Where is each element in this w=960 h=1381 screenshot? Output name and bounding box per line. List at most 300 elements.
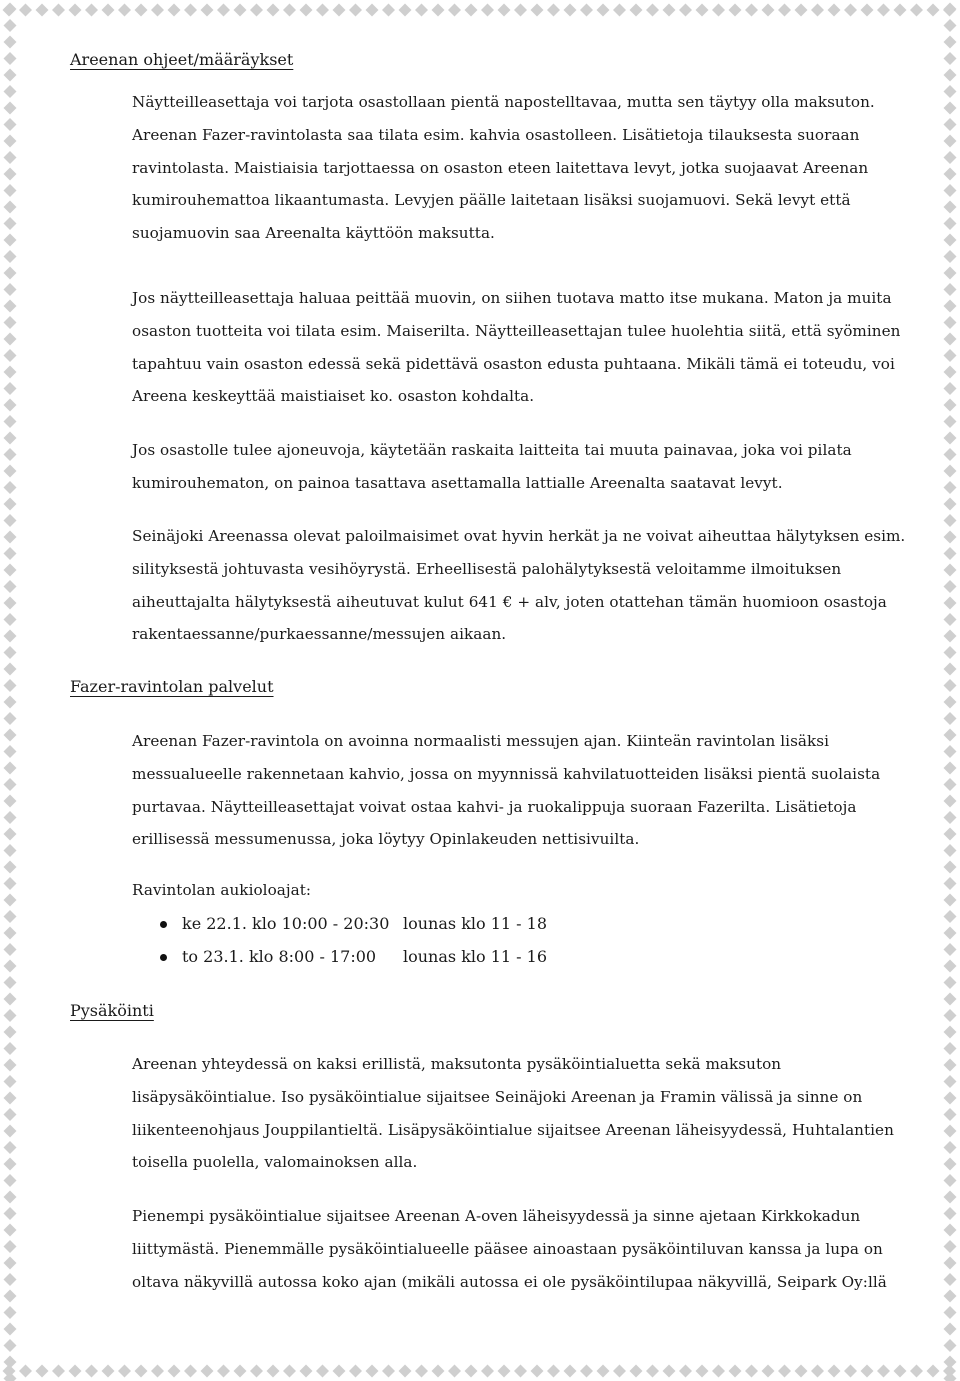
border-diamond-icon [4, 382, 17, 395]
border-diamond-icon [4, 36, 17, 49]
border-diamond-icon [944, 1141, 957, 1154]
border-diamond-icon [944, 1290, 957, 1303]
border-diamond-icon [663, 4, 676, 17]
border-diamond-icon [944, 85, 957, 98]
border-diamond-icon [944, 1009, 957, 1022]
border-diamond-icon [4, 3, 17, 16]
border-diamond-icon [729, 4, 742, 17]
border-diamond-icon [547, 4, 560, 17]
border-diamond-icon [944, 36, 957, 49]
border-diamond-icon [4, 1372, 17, 1381]
border-diamond-icon [333, 1365, 346, 1378]
border-diamond-icon [646, 1365, 659, 1378]
border-diamond-icon [944, 432, 957, 445]
border-diamond-icon [250, 4, 263, 17]
border-diamond-icon [944, 547, 957, 560]
border-diamond-icon [250, 1365, 263, 1378]
border-diamond-icon [944, 1306, 957, 1319]
border-diamond-icon [4, 679, 17, 692]
border-diamond-icon [283, 1365, 296, 1378]
paragraph-small-parking [132, 1200, 887, 1298]
border-diamond-icon [861, 4, 874, 17]
border-diamond-icon [168, 4, 181, 17]
border-diamond-icon [4, 135, 17, 148]
border-diamond-icon [4, 333, 17, 346]
border-diamond-icon [349, 4, 362, 17]
border-diamond-icon [4, 877, 17, 890]
border-diamond-icon [944, 1059, 957, 1072]
border-diamond-icon [201, 4, 214, 17]
text-line: Areenan Fazer-ravintolasta saa tilata esim. kahvia osastolleen. Lisätietoja tilauksesta suoraan [132, 125, 860, 144]
paragraph-samples-rules [132, 86, 875, 250]
paragraph-parking-areas [132, 1048, 894, 1179]
border-diamond-icon [4, 1075, 17, 1088]
border-diamond-icon [4, 514, 17, 527]
border-diamond-icon [4, 366, 17, 379]
border-diamond-icon [4, 1273, 17, 1286]
border-diamond-icon [4, 729, 17, 742]
border-diamond-icon [630, 1365, 643, 1378]
border-diamond-icon [696, 1365, 709, 1378]
border-diamond-icon [514, 4, 527, 17]
border-diamond-icon [944, 1356, 957, 1369]
border-diamond-icon [217, 1365, 230, 1378]
border-diamond-icon [4, 597, 17, 610]
border-diamond-icon [69, 4, 82, 17]
border-diamond-icon [4, 580, 17, 593]
border-diamond-icon [4, 828, 17, 841]
paragraph-vehicle-rules [132, 434, 872, 500]
border-diamond-icon [498, 1365, 511, 1378]
border-diamond-icon [4, 300, 17, 313]
border-diamond-icon [943, 4, 956, 17]
border-diamond-icon [4, 432, 17, 445]
border-diamond-icon [267, 4, 280, 17]
border-diamond-icon [944, 811, 957, 824]
text-line: messualueelle rakennetaan kahvio, jossa on myynnissä kahvilatuotteiden lisäksi pientä suolaista [132, 764, 881, 783]
page-border-top [0, 0, 960, 20]
border-diamond-icon [795, 4, 808, 17]
text-line: ravintolasta. Maistiaisia tarjottaessa on osaston eteen laitettava levyt, jotka suojaavat Areenan [132, 158, 869, 177]
border-diamond-icon [19, 1365, 32, 1378]
border-diamond-icon [944, 184, 957, 197]
border-diamond-icon [481, 1365, 494, 1378]
border-diamond-icon [4, 19, 17, 32]
border-diamond-icon [944, 481, 957, 494]
border-diamond-icon [944, 1158, 957, 1171]
border-diamond-icon [944, 300, 957, 313]
border-diamond-icon [828, 4, 841, 17]
border-diamond-icon [432, 4, 445, 17]
border-diamond-icon [4, 1339, 17, 1352]
border-diamond-icon [944, 679, 957, 692]
border-diamond-icon [4, 151, 17, 164]
border-diamond-icon [944, 960, 957, 973]
border-diamond-icon [597, 1365, 610, 1378]
border-diamond-icon [4, 1207, 17, 1220]
text-line: tapahtuu vain osaston edessä sekä pidettävä osaston edusta puhtaana. Mikäli tämä ei toteudu, voi [132, 354, 895, 373]
border-diamond-icon [52, 1365, 65, 1378]
border-diamond-icon [944, 1174, 957, 1187]
border-diamond-icon [4, 1240, 17, 1253]
border-diamond-icon [944, 861, 957, 874]
border-diamond-icon [4, 976, 17, 989]
border-diamond-icon [894, 1365, 907, 1378]
border-diamond-icon [944, 366, 957, 379]
border-diamond-icon [217, 4, 230, 17]
text-line: Areena keskeyttää maistiaiset ko. osaston kohdalta. [132, 387, 535, 406]
text-line: liittymästä. Pienemmälle pysäköintialueelle pääsee ainoastaan pysäköintiluvan kanssa ja lupa on [132, 1239, 883, 1258]
border-diamond-icon [4, 102, 17, 115]
border-diamond-icon [944, 234, 957, 247]
border-diamond-icon [4, 168, 17, 181]
border-diamond-icon [366, 4, 379, 17]
border-diamond-icon [4, 1224, 17, 1237]
text-line: liikenteenohjaus Jouppilantieltä. Lisäpysäköintialue sijaitsee Areenan läheisyydessä, Huhtalantien [132, 1120, 894, 1139]
border-diamond-icon [118, 4, 131, 17]
border-diamond-icon [944, 1125, 957, 1138]
border-diamond-icon [944, 712, 957, 725]
border-diamond-icon [944, 52, 957, 65]
border-diamond-icon [4, 712, 17, 725]
border-diamond-icon [4, 1290, 17, 1303]
border-diamond-icon [415, 4, 428, 17]
border-diamond-icon [4, 399, 17, 412]
border-diamond-icon [762, 1365, 775, 1378]
border-diamond-icon [944, 1026, 957, 1039]
border-diamond-icon [382, 4, 395, 17]
border-diamond-icon [4, 1009, 17, 1022]
border-diamond-icon [4, 564, 17, 577]
border-diamond-icon [944, 877, 957, 890]
border-diamond-icon [4, 250, 17, 263]
border-diamond-icon [4, 1356, 17, 1369]
border-diamond-icon [4, 69, 17, 82]
border-diamond-icon [580, 1365, 593, 1378]
border-diamond-icon [349, 1365, 362, 1378]
border-diamond-icon [19, 4, 32, 17]
border-diamond-icon [944, 943, 957, 956]
border-diamond-icon [613, 4, 626, 17]
border-diamond-icon [4, 960, 17, 973]
border-diamond-icon [944, 135, 957, 148]
opening-hours-lunch: lounas klo 11 - 16 [403, 947, 548, 966]
border-diamond-icon [729, 1365, 742, 1378]
border-diamond-icon [4, 795, 17, 808]
border-diamond-icon [4, 1092, 17, 1105]
opening-hours-day: ke 22.1. klo 10:00 - 20:30 [182, 914, 390, 933]
border-diamond-icon [944, 1273, 957, 1286]
border-diamond-icon [944, 1372, 957, 1381]
opening-hours-day: to 23.1. klo 8:00 - 17:00 [182, 947, 377, 966]
border-diamond-icon [944, 250, 957, 263]
border-diamond-icon [4, 349, 17, 362]
border-diamond-icon [944, 151, 957, 164]
border-diamond-icon [102, 4, 115, 17]
border-diamond-icon [3, 4, 16, 17]
border-diamond-icon [415, 1365, 428, 1378]
text-line: osaston tuotteita voi tilata esim. Maiserilta. Näytteilleasettajan tulee huolehtia siitä, että syöminen [132, 321, 901, 340]
page-border-right [940, 0, 960, 1381]
border-diamond-icon [4, 811, 17, 824]
border-diamond-icon [712, 1365, 725, 1378]
text-line: toisella puolella, valomainoksen alla. [132, 1153, 418, 1172]
border-diamond-icon [366, 1365, 379, 1378]
border-diamond-icon [36, 1365, 49, 1378]
border-diamond-icon [102, 1365, 115, 1378]
border-diamond-icon [944, 498, 957, 511]
border-diamond-icon [234, 4, 247, 17]
border-diamond-icon [448, 4, 461, 17]
border-diamond-icon [944, 1108, 957, 1121]
text-line: purtavaa. Näytteilleasettajat voivat ostaa kahvi- ja ruokalippuja suoraan Fazerilta. Lisätietoja [132, 797, 857, 816]
border-diamond-icon [4, 1026, 17, 1039]
border-diamond-icon [944, 597, 957, 610]
bullet-icon [160, 954, 167, 961]
border-diamond-icon [944, 217, 957, 230]
border-diamond-icon [4, 844, 17, 857]
border-diamond-icon [944, 465, 957, 478]
border-diamond-icon [597, 4, 610, 17]
border-diamond-icon [283, 4, 296, 17]
border-diamond-icon [944, 564, 957, 577]
border-diamond-icon [861, 1365, 874, 1378]
border-diamond-icon [944, 267, 957, 280]
border-diamond-icon [910, 1365, 923, 1378]
border-diamond-icon [4, 465, 17, 478]
border-diamond-icon [944, 745, 957, 758]
border-diamond-icon [944, 729, 957, 742]
border-diamond-icon [944, 531, 957, 544]
text-line: Areenan yhteydessä on kaksi erillistä, maksutonta pysäköintialuetta sekä maksuton [132, 1055, 782, 1073]
border-diamond-icon [4, 1108, 17, 1121]
border-diamond-icon [944, 415, 957, 428]
border-diamond-icon [465, 4, 478, 17]
border-diamond-icon [85, 1365, 98, 1378]
border-diamond-icon [4, 646, 17, 659]
border-diamond-icon [944, 349, 957, 362]
border-diamond-icon [432, 1365, 445, 1378]
border-diamond-icon [201, 1365, 214, 1378]
border-diamond-icon [944, 382, 957, 395]
border-diamond-icon [4, 663, 17, 676]
border-diamond-icon [4, 1042, 17, 1055]
border-diamond-icon [4, 861, 17, 874]
border-diamond-icon [944, 514, 957, 527]
border-diamond-icon [646, 4, 659, 17]
border-diamond-icon [168, 1365, 181, 1378]
border-diamond-icon [944, 646, 957, 659]
border-diamond-icon [448, 1365, 461, 1378]
paragraph-opening-hours-label [132, 874, 872, 907]
border-diamond-icon [811, 1365, 824, 1378]
border-diamond-icon [927, 1365, 940, 1378]
border-diamond-icon [910, 4, 923, 17]
border-diamond-icon [663, 1365, 676, 1378]
border-diamond-icon [234, 1365, 247, 1378]
border-diamond-icon [382, 1365, 395, 1378]
border-diamond-icon [944, 778, 957, 791]
border-diamond-icon [300, 4, 313, 17]
border-diamond-icon [4, 184, 17, 197]
border-diamond-icon [679, 1365, 692, 1378]
border-diamond-icon [4, 85, 17, 98]
border-diamond-icon [944, 102, 957, 115]
border-diamond-icon [4, 613, 17, 626]
border-diamond-icon [564, 4, 577, 17]
border-diamond-icon [762, 4, 775, 17]
border-diamond-icon [944, 795, 957, 808]
text-line: lisäpysäköintialue. Iso pysäköintialue sijaitsee Seinäjoki Areenan ja Framin välissä ja sinne on [132, 1087, 863, 1106]
border-diamond-icon [944, 1092, 957, 1105]
border-diamond-icon [778, 1365, 791, 1378]
border-diamond-icon [316, 1365, 329, 1378]
border-diamond-icon [944, 1224, 957, 1237]
text-line: aiheuttajalta hälytyksestä aiheutuvat kulut 641 € + alv, joten otattehan tämän huomioon osastoja [132, 592, 887, 611]
border-diamond-icon [4, 630, 17, 643]
border-diamond-icon [877, 4, 890, 17]
border-diamond-icon [778, 4, 791, 17]
border-diamond-icon [4, 927, 17, 940]
page-border-bottom [0, 1361, 960, 1381]
page-border-left [0, 0, 20, 1381]
border-diamond-icon [399, 1365, 412, 1378]
border-diamond-icon [4, 1059, 17, 1072]
border-diamond-icon [811, 4, 824, 17]
border-diamond-icon [300, 1365, 313, 1378]
border-diamond-icon [4, 943, 17, 956]
border-diamond-icon [333, 4, 346, 17]
border-diamond-icon [944, 283, 957, 296]
border-diamond-icon [4, 1306, 17, 1319]
border-diamond-icon [844, 4, 857, 17]
text-line: Näytteilleasettaja voi tarjota osastollaan pientä napostelltavaa, mutta sen täytyy olla maksuton. [132, 93, 875, 111]
text-line: oltava näkyvillä autossa koko ajan (mikäli autossa ei ole pysäköintilupaa näkyvillä, Seipark Oy:llä [132, 1272, 887, 1291]
border-diamond-icon [944, 613, 957, 626]
border-diamond-icon [4, 217, 17, 230]
section-heading-areena-rules: Areenan ohjeet/määräykset [70, 50, 294, 69]
section-heading-parking: Pysäköinti [70, 1001, 154, 1020]
border-diamond-icon [944, 316, 957, 329]
border-diamond-icon [4, 481, 17, 494]
text-line: Seinäjoki Areenassa olevat paloilmaisimet ovat hyvin herkät ja ne voivat aiheuttaa hälytyksen esim. [132, 527, 906, 545]
border-diamond-icon [944, 927, 957, 940]
border-diamond-icon [4, 234, 17, 247]
border-diamond-icon [4, 778, 17, 791]
border-diamond-icon [944, 1075, 957, 1088]
border-diamond-icon [465, 1365, 478, 1378]
border-diamond-icon [481, 4, 494, 17]
border-diamond-icon [4, 52, 17, 65]
border-diamond-icon [844, 1365, 857, 1378]
border-diamond-icon [944, 333, 957, 346]
border-diamond-icon [4, 283, 17, 296]
border-diamond-icon [52, 4, 65, 17]
paragraph-mat-rules [132, 282, 901, 413]
text-line: kumirouhemattoa likaantumasta. Levyjen päälle laitetaan lisäksi suojamuovi. Sekä levyt että [132, 191, 851, 210]
border-diamond-icon [944, 1191, 957, 1204]
border-diamond-icon [712, 4, 725, 17]
border-diamond-icon [944, 696, 957, 709]
border-diamond-icon [877, 1365, 890, 1378]
border-diamond-icon [4, 201, 17, 214]
border-diamond-icon [36, 4, 49, 17]
border-diamond-icon [4, 531, 17, 544]
border-diamond-icon [184, 4, 197, 17]
border-diamond-icon [944, 894, 957, 907]
border-diamond-icon [4, 762, 17, 775]
border-diamond-icon [4, 267, 17, 280]
border-diamond-icon [944, 910, 957, 923]
text-line: erillisessä messumenussa, joka löytyy Opinlakeuden nettisivuilta. [132, 830, 640, 849]
border-diamond-icon [135, 1365, 148, 1378]
text-line: Areenan Fazer-ravintola on avoinna normaalisti messujen ajan. Kiinteän ravintolan lisäksi [132, 732, 830, 750]
border-diamond-icon [498, 4, 511, 17]
border-diamond-icon [4, 910, 17, 923]
paragraph-restaurant-info [132, 725, 881, 856]
border-diamond-icon [944, 1339, 957, 1352]
text-line: Pienempi pysäköintialue sijaitsee Areenan A-oven läheisyydessä ja sinne ajetaan Kirkkokadun [132, 1207, 861, 1225]
border-diamond-icon [696, 4, 709, 17]
border-diamond-icon [4, 118, 17, 131]
border-diamond-icon [267, 1365, 280, 1378]
text-line: Jos osastolle tulee ajoneuvoja, käytetään raskaita laitteita tai muuta painavaa, joka voi pilata [132, 441, 852, 459]
border-diamond-icon [4, 547, 17, 560]
text-line: suojamuovin saa Areenalta käyttöön maksutta. [132, 224, 495, 243]
border-diamond-icon [630, 4, 643, 17]
paragraph-fire-alarm-rules [132, 520, 906, 651]
border-diamond-icon [944, 201, 957, 214]
border-diamond-icon [944, 580, 957, 593]
text-line: Ravintolan aukioloajat: [132, 881, 312, 899]
border-diamond-icon [4, 1141, 17, 1154]
border-diamond-icon [944, 3, 957, 16]
border-diamond-icon [944, 762, 957, 775]
border-diamond-icon [944, 118, 957, 131]
border-diamond-icon [894, 4, 907, 17]
border-diamond-icon [4, 415, 17, 428]
border-diamond-icon [531, 4, 544, 17]
border-diamond-icon [531, 1365, 544, 1378]
border-diamond-icon [514, 1365, 527, 1378]
border-diamond-icon [4, 1174, 17, 1187]
border-diamond-icon [151, 1365, 164, 1378]
border-diamond-icon [4, 993, 17, 1006]
text-line: kumirouhematon, on painoa tasattava asettamalla lattialle Areenalta saatavat levyt. [132, 473, 783, 492]
border-diamond-icon [679, 4, 692, 17]
border-diamond-icon [4, 1257, 17, 1270]
border-diamond-icon [316, 4, 329, 17]
border-diamond-icon [135, 4, 148, 17]
border-diamond-icon [944, 993, 957, 1006]
border-diamond-icon [944, 168, 957, 181]
border-diamond-icon [944, 828, 957, 841]
border-diamond-icon [4, 894, 17, 907]
text-line: rakentaessanne/purkaessanne/messujen aikaan. [132, 625, 507, 644]
border-diamond-icon [69, 1365, 82, 1378]
border-diamond-icon [944, 844, 957, 857]
border-diamond-icon [745, 4, 758, 17]
border-diamond-icon [4, 1323, 17, 1336]
border-diamond-icon [944, 1257, 957, 1270]
border-diamond-icon [795, 1365, 808, 1378]
border-diamond-icon [547, 1365, 560, 1378]
border-diamond-icon [4, 316, 17, 329]
border-diamond-icon [613, 1365, 626, 1378]
border-diamond-icon [85, 4, 98, 17]
border-diamond-icon [184, 1365, 197, 1378]
border-diamond-icon [399, 4, 412, 17]
